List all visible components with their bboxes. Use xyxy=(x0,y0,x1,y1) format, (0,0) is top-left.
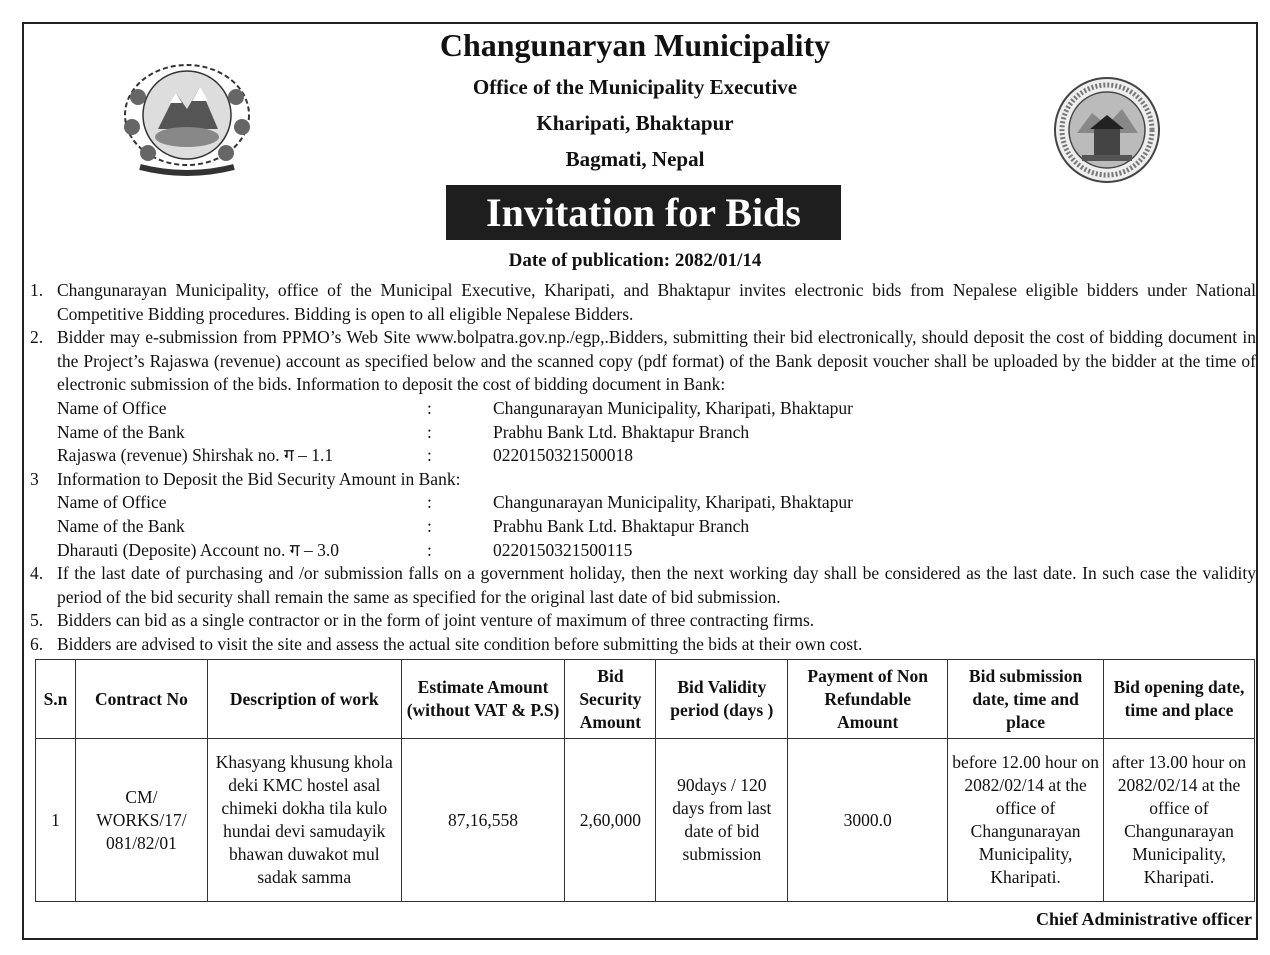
header-estimate-amount: Estimate Amount (without VAT & P.S) xyxy=(401,660,565,739)
notice-item xyxy=(30,468,1256,492)
detail-key: Dharauti (Deposite) Account no. ग – 3.0 xyxy=(57,539,340,560)
header-non-refundable: Payment of Non Refundable Amount xyxy=(788,660,948,739)
province-line: Bagmati, Nepal xyxy=(565,147,705,171)
item-text: Bidders are advised to visit the site and assess the actual site condition before submitting the bids at their own cost. xyxy=(57,633,863,654)
item-text: If the last date of purchasing and /or submission falls on a government holiday, then the next working day shall be considered as the last date. In such case the validity period of the bid security shall remain the same as specified for the original last date of bid submission. xyxy=(57,563,1256,607)
detail-colon: : xyxy=(427,421,432,442)
table-row xyxy=(36,739,1255,902)
notice-item xyxy=(30,609,1256,633)
detail-colon: : xyxy=(427,515,432,536)
detail-key: Rajaswa (revenue) Shirshak no. ग – 1.1 xyxy=(57,445,334,466)
bank-detail-row xyxy=(30,444,1256,468)
detail-colon: : xyxy=(427,539,432,560)
municipality-title: Changunaryan Municipality xyxy=(439,27,831,63)
notice-item xyxy=(30,326,1256,397)
header-contract-no: Contract No xyxy=(75,660,207,739)
detail-colon: : xyxy=(427,492,432,513)
table-header-row xyxy=(36,660,1255,739)
detail-key: Name of the Bank xyxy=(57,421,185,442)
cell-contract-no: CM/ WORKS/17/ 081/82/01 xyxy=(75,739,207,902)
item-number: 2. xyxy=(30,327,44,348)
office-line: Office of the Municipality Executive xyxy=(472,75,798,99)
bank-detail-row xyxy=(30,515,1256,539)
detail-key: Name of Office xyxy=(57,397,167,418)
address-line: Kharipati, Bhaktapur xyxy=(536,111,734,135)
cell-bid-opening: after 13.00 hour on 2082/02/14 at the office of Changunarayan Municipality, Kharipati. xyxy=(1104,739,1255,902)
detail-value: Changunarayan Municipality, Kharipati, Bhaktapur xyxy=(493,397,853,418)
cell-estimate-amount: 87,16,558 xyxy=(401,739,565,902)
header-sn: S.n xyxy=(36,660,76,739)
detail-colon: : xyxy=(427,397,432,418)
detail-value: 0220150321500115 xyxy=(493,539,633,560)
bank-detail-row xyxy=(30,397,1256,421)
bid-table xyxy=(35,659,1255,902)
item-number: 1. xyxy=(30,280,44,300)
cell-description: Khasyang khusung khola deki KMC hostel asal chimeki dokha tila kulo hundai devi samudayik bhawan duwakot mul sadak samma xyxy=(207,739,401,902)
detail-value: Changunarayan Municipality, Kharipati, Bhaktapur xyxy=(493,492,853,513)
bank-detail-row xyxy=(30,421,1256,445)
detail-colon: : xyxy=(427,445,432,466)
signature-title: Chief Administrative officer xyxy=(1036,909,1252,929)
notice-body xyxy=(30,279,1256,657)
header-description: Description of work xyxy=(207,660,401,739)
detail-key: Name of Office xyxy=(57,492,167,513)
notice-item xyxy=(30,279,1256,326)
header-bid-submission: Bid submission date, time and place xyxy=(948,660,1104,739)
bank-detail-row xyxy=(30,491,1256,515)
cell-non-refundable: 3000.0 xyxy=(788,739,948,902)
cell-bid-security: 2,60,000 xyxy=(565,739,656,902)
bank-detail-row xyxy=(30,539,1256,563)
cell-sn: 1 xyxy=(36,739,76,902)
detail-value: Prabhu Bank Ltd. Bhaktapur Branch xyxy=(493,515,750,536)
item-number: 3 xyxy=(30,468,39,489)
notice-item xyxy=(30,562,1256,609)
item-number: 6. xyxy=(30,633,44,654)
notice-item xyxy=(30,633,1256,657)
cell-bid-submission: before 12.00 hour on 2082/02/14 at the office of Changunarayan Municipality, Kharipati. xyxy=(948,739,1104,902)
cell-bid-validity: 90days / 120 days from last date of bid submission xyxy=(656,739,788,902)
header-bid-security: Bid Security Amount xyxy=(565,660,656,739)
invitation-banner: Invitation for Bids xyxy=(446,185,841,240)
item-text: Changunarayan Municipality, office of the Municipal Executive, Kharipati, and Bhaktapur invites electronic bids from Nepalese eligible bidders under National Competitive Bidding procedures. Bidding is open to all eligible Nepalese Bidders. xyxy=(57,280,1256,324)
detail-value: 0220150321500018 xyxy=(493,445,633,466)
item-number: 4. xyxy=(30,563,44,584)
header-bid-validity: Bid Validity period (days ) xyxy=(656,660,788,739)
header-bid-opening: Bid opening date, time and place xyxy=(1104,660,1255,739)
detail-value: Prabhu Bank Ltd. Bhaktapur Branch xyxy=(493,421,750,442)
detail-key: Name of the Bank xyxy=(57,515,185,536)
item-number: 5. xyxy=(30,610,44,631)
publication-date: Date of publication: 2082/01/14 xyxy=(508,250,762,271)
item-text: Information to Deposit the Bid Security Amount in Bank: xyxy=(57,468,461,489)
item-text: Bidder may e-submission from PPMO’s Web Site www.bolpatra.gov.np./egp,.Bidders, submitting their bid electronically, should deposit the cost of bidding document in the Project’s Rajaswa (revenue) account as specified below and the scanned copy (pdf format) of the Bank deposit voucher shall be uploaded by the bidder at the time of electronic submission of the bids. Information to deposit the cost of bidding document in Bank: xyxy=(57,327,1256,395)
item-text: Bidders can bid as a single contractor or in the form of joint venture of maximum of three contracting firms. xyxy=(57,610,815,631)
